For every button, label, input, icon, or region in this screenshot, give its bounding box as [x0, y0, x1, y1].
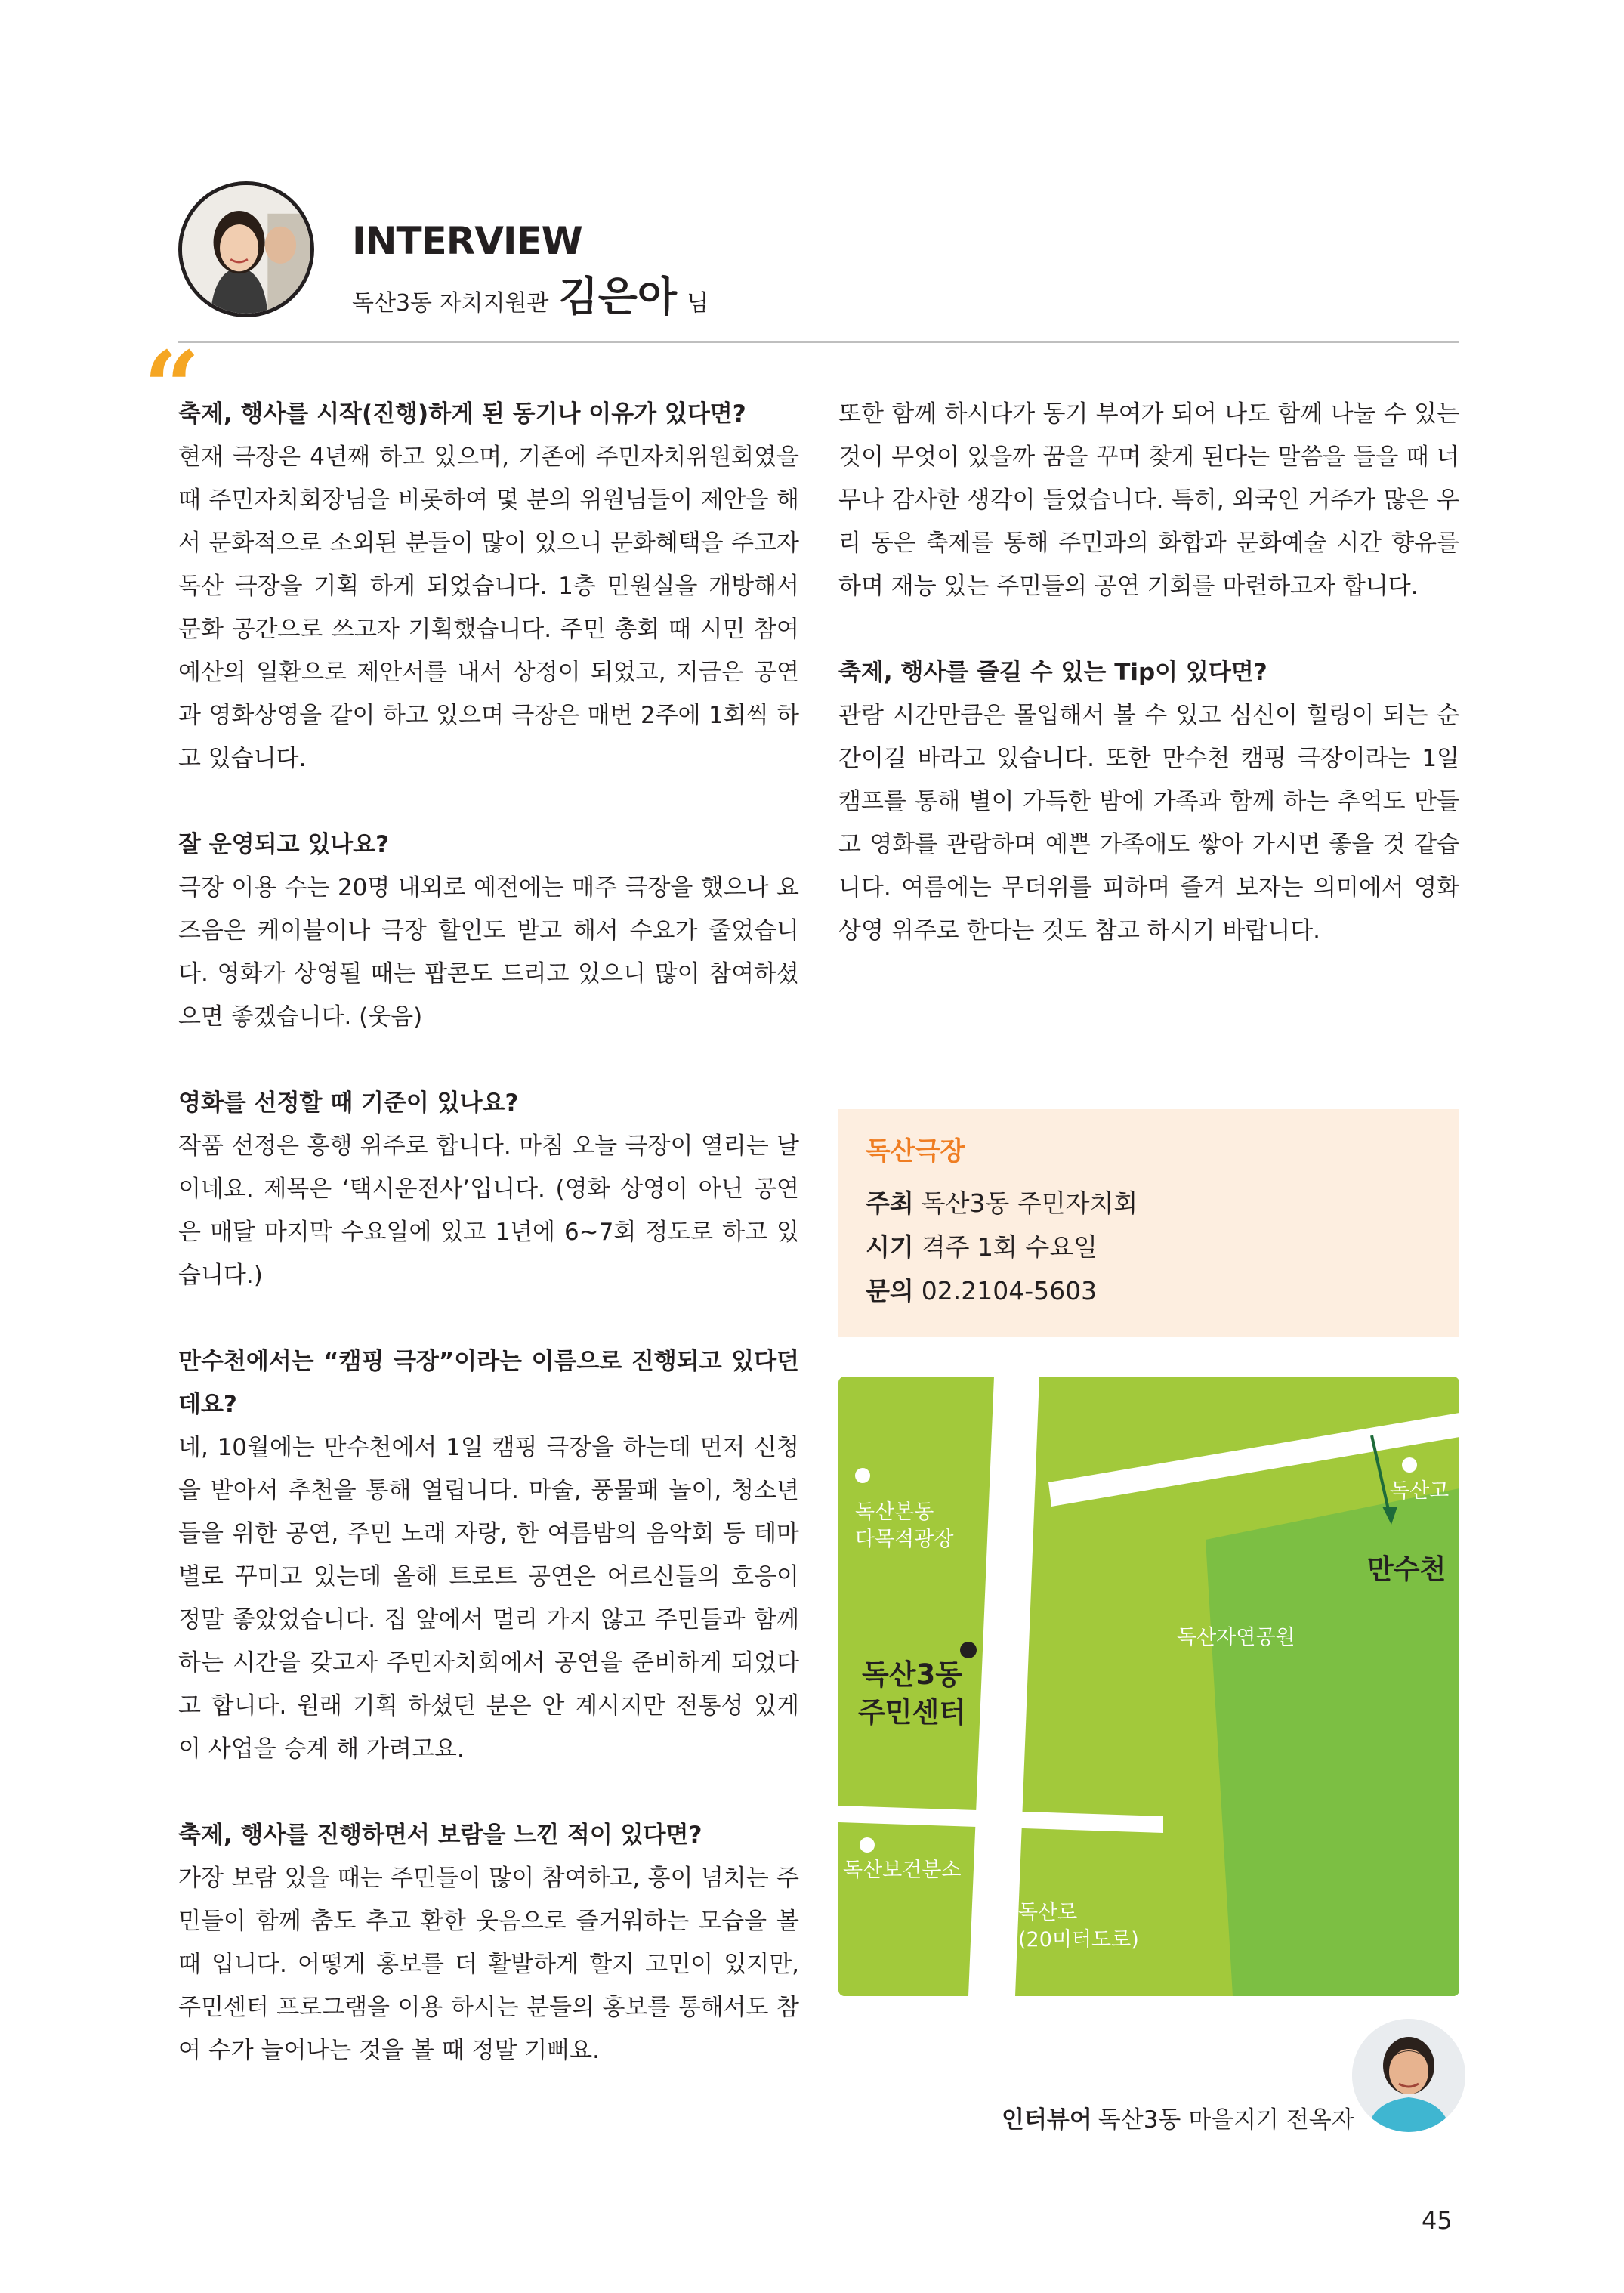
answer: 가장 보람 있을 때는 주민들이 많이 참여하고, 흥이 넘치는 주민들이 함께 춤도 추고 환한 웃음으로 즐거워하는 모습을 볼 때 입니다. 어떻게 홍보를 더 활발하게 할지 고민이 있지만, 주민센터 프로그램을 이용 하시는 분들의 홍보를 통해서도 참여 수가 늘어나는 것을 볼 때 정말 기뻐요. [178, 1865, 799, 2064]
qa-block [178, 393, 799, 780]
qa-block [178, 1814, 799, 2072]
qa-block [838, 651, 1459, 953]
map-label-community-center: 독산3동 주민센터 [858, 1658, 966, 1729]
question: 잘 운영되고 있나요? [178, 831, 390, 858]
interviewer-portrait-icon [1352, 2019, 1465, 2132]
left-column [178, 393, 799, 2115]
event-info-box [838, 1109, 1459, 1337]
event-info-value: 독산3동 주민자치회 [921, 1188, 1138, 1218]
question: 영화를 선정할 때 기준이 있나요? [178, 1089, 519, 1117]
event-info-value: 02.2104-5603 [921, 1276, 1098, 1306]
map-label-mansucheon: 만수천 [1367, 1554, 1446, 1585]
qa-block [838, 393, 1459, 608]
question: 축제, 행사를 진행하면서 보람을 느낀 적이 있다면? [178, 1822, 702, 1849]
interview-label: INTERVIEW [352, 219, 582, 263]
map-label-road: 독산로 (20미터도로) [1018, 1901, 1139, 1952]
interviewee-role: 독산3동 자치지원관 [352, 290, 549, 317]
interviewee-honorific: 님 [687, 290, 709, 317]
event-info-key: 문의 [866, 1276, 914, 1306]
event-info-row [866, 1269, 1432, 1313]
answer: 관람 시간만큼은 몰입해서 볼 수 있고 심신이 힐링이 되는 순간이길 바라고 있습니다. 또한 만수천 캠핑 극장이라는 1일 캠프를 통해 별이 가득한 밤에 가족과 함께 하는 추억도 만들고 영화를 관람하며 예쁜 가족애도 쌓아 가시면 좋을 것 같습니다. 여름에는 무더위를 피하며 즐겨 보자는 의미에서 영화 상영 위주로 한다는 것도 참고 하시기 바랍니다. [838, 702, 1459, 944]
quote-mark-icon: “ [144, 329, 200, 445]
interviewer-credit [1002, 2100, 1354, 2134]
location-dot-icon [860, 1837, 875, 1853]
interviewee-photo [178, 181, 314, 317]
interviewer-photo [1352, 2019, 1465, 2132]
answer: 또한 함께 하시다가 동기 부여가 되어 나도 함께 나눌 수 있는 것이 무엇이 있을까 꿈을 꾸며 찾게 된다는 말씀을 들을 때 너무나 감사한 생각이 들었습니다. 특히, 외국인 거주가 많은 우리 동은 축제를 통해 주민과의 화합과 문화예술 시간 향유를 하며 재능 있는 주민들의 공연 기회를 마련하고자 합니다. [838, 400, 1459, 600]
map-label-health-branch: 독산보건분소 [843, 1859, 962, 1882]
interviewee-portrait-icon [182, 185, 310, 314]
location-dot-icon [855, 1468, 870, 1483]
answer: 네, 10월에는 만수천에서 1일 캠핑 극장을 하는데 먼저 신청을 받아서 추천을 통해 열립니다. 마술, 풍물패 놀이, 청소년들을 위한 공연, 주민 노래 자랑, 한 여름밤의 음악회 등 테마 별로 꾸미고 있는데 올해 트로트 공연은 어르신들의 호응이 정말 좋았었습니다. 집 앞에서 멀리 가지 않고 주민들과 함께 하는 시간을 갖고자 주민자치회에서 공연을 준비하게 되었다고 합니다. 원래 기획 하셨던 분은 안 계시지만 전통성 있게 이 사업을 승계 해 가려고요. [178, 1434, 799, 1763]
event-info-key: 주최 [866, 1188, 914, 1218]
answer: 작품 선정은 흥행 위주로 합니다. 마침 오늘 극장이 열리는 날이네요. 제목은 ‘택시운전사’입니다. (영화 상영이 아닌 공연은 매달 마지막 수요일에 있고 1년에 6~7회 정도로 하고 있습니다.) [178, 1133, 799, 1289]
question: 축제, 행사를 즐길 수 있는 Tip이 있다면? [838, 659, 1267, 686]
interviewer-label: 인터뷰어 [1002, 2106, 1092, 2134]
question: 축제, 행사를 시작(진행)하게 된 동기나 이유가 있다면? [178, 400, 746, 428]
map-label-dongsan-high: 독산고 [1390, 1479, 1450, 1503]
map-label-dongsan-square: 독산본동 다목적광장 [855, 1500, 954, 1551]
location-dot-icon [1402, 1457, 1417, 1473]
header-divider [178, 341, 1459, 343]
right-column [838, 393, 1459, 996]
qa-block [178, 1082, 799, 1297]
question: 만수천에서는 “캠핑 극장”이라는 이름으로 진행되고 있다던데요? [178, 1348, 799, 1418]
interviewer-name: 독산3동 마을지기 전옥자 [1098, 2106, 1354, 2134]
event-info-value: 격주 1회 수요일 [921, 1232, 1098, 1262]
answer: 극장 이용 수는 20명 내외로 예전에는 매주 극장을 했으나 요즈음은 케이블이나 극장 할인도 받고 해서 수요가 줄었습니다. 영화가 상영될 때는 팝콘도 드리고 있으니 많이 참여하셨으면 좋겠습니다. (웃음) [178, 874, 799, 1031]
interviewee-subtitle [352, 264, 709, 323]
qa-block [178, 1340, 799, 1771]
event-info-title: 독산극장 [866, 1136, 965, 1167]
qa-block [178, 824, 799, 1039]
event-info-row [866, 1182, 1432, 1225]
answer: 현재 극장은 4년째 하고 있으며, 기존에 주민자치위원회였을 때 주민자치회장님을 비롯하여 몇 분의 위원님들이 제안을 해서 문화적으로 소외된 분들이 많이 있으니 문화혜택을 주고자 독산 극장을 기획 하게 되었습니다. 1층 민원실을 개방해서 문화 공간으로 쓰고자 기획했습니다. 주민 총회 때 시민 참여 예산의 일환으로 제안서를 내서 상정이 되었고, 지금은 공연과 영화상영을 같이 하고 있으며 극장은 매번 2주에 1회씩 하고 있습니다. [178, 443, 799, 772]
page-number: 45 [1422, 2206, 1453, 2235]
map-label-nature-park: 독산자연공원 [1177, 1626, 1295, 1649]
interviewee-name: 김은아 [558, 273, 678, 320]
event-info-key: 시기 [866, 1232, 914, 1262]
location-map [838, 1377, 1459, 1996]
event-info-row [866, 1225, 1432, 1269]
